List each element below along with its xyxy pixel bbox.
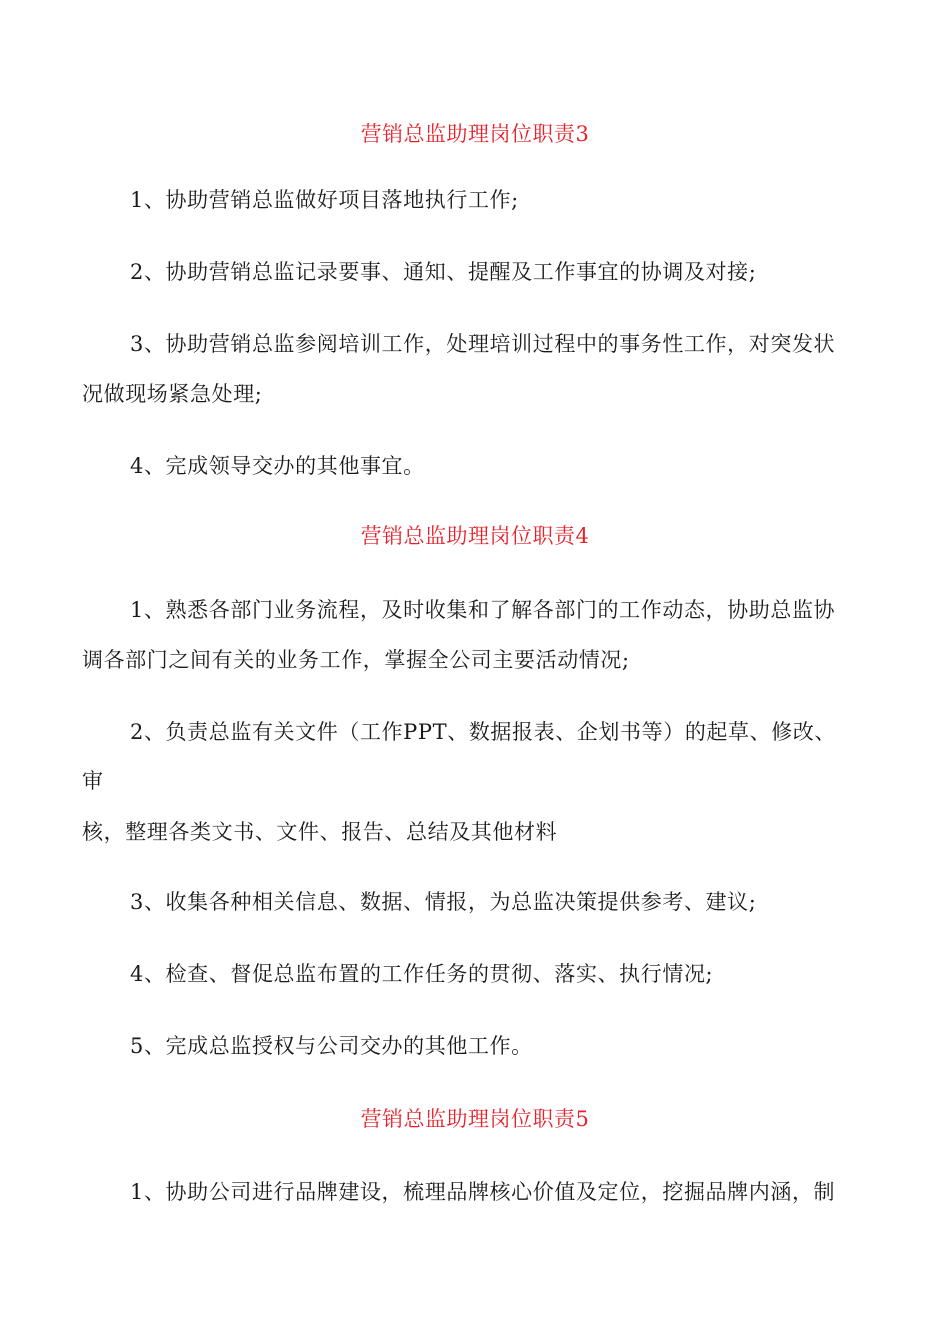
paragraph-line: 核，整理各类文书、文件、报告、总结及其他材料: [82, 820, 558, 844]
paragraph-line: 4、完成领导交办的其他事宜。: [130, 454, 425, 478]
paragraph-line: 调各部门之间有关的业务工作，掌握全公司主要活动情况;: [82, 648, 630, 672]
paragraph-line: 4、检查、督促总监布置的工作任务的贯彻、落实、执行情况;: [130, 962, 714, 986]
paragraph-line: 5、完成总监授权与公司交办的其他工作。: [130, 1034, 533, 1058]
paragraph-line: 3、协助营销总监参阅培训工作，处理培训过程中的事务性工作，对突发状: [130, 332, 836, 356]
section-heading-5: 营销总监助理岗位职责5: [360, 1107, 590, 1131]
paragraph-line: 3、收集各种相关信息、数据、情报，为总监决策提供参考、建议;: [130, 890, 757, 914]
paragraph-line: 2、负责总监有关文件（工作PPT、数据报表、企划书等）的起草、修改、: [130, 720, 837, 744]
paragraph-line: 1、协助营销总监做好项目落地执行工作;: [130, 188, 519, 212]
paragraph-line: 1、熟悉各部门业务流程，及时收集和了解各部门的工作动态，协助总监协: [130, 598, 836, 622]
paragraph-line: 况做现场紧急处理;: [82, 382, 263, 406]
paragraph-line: 审: [82, 769, 104, 793]
section-heading-4: 营销总监助理岗位职责4: [360, 524, 590, 548]
section-heading-3: 营销总监助理岗位职责3: [360, 122, 590, 146]
paragraph-line: 1、协助公司进行品牌建设，梳理品牌核心价值及定位，挖掘品牌内涵，制: [130, 1180, 836, 1204]
paragraph-line: 2、协助营销总监记录要事、通知、提醒及工作事宜的协调及对接;: [130, 260, 757, 284]
